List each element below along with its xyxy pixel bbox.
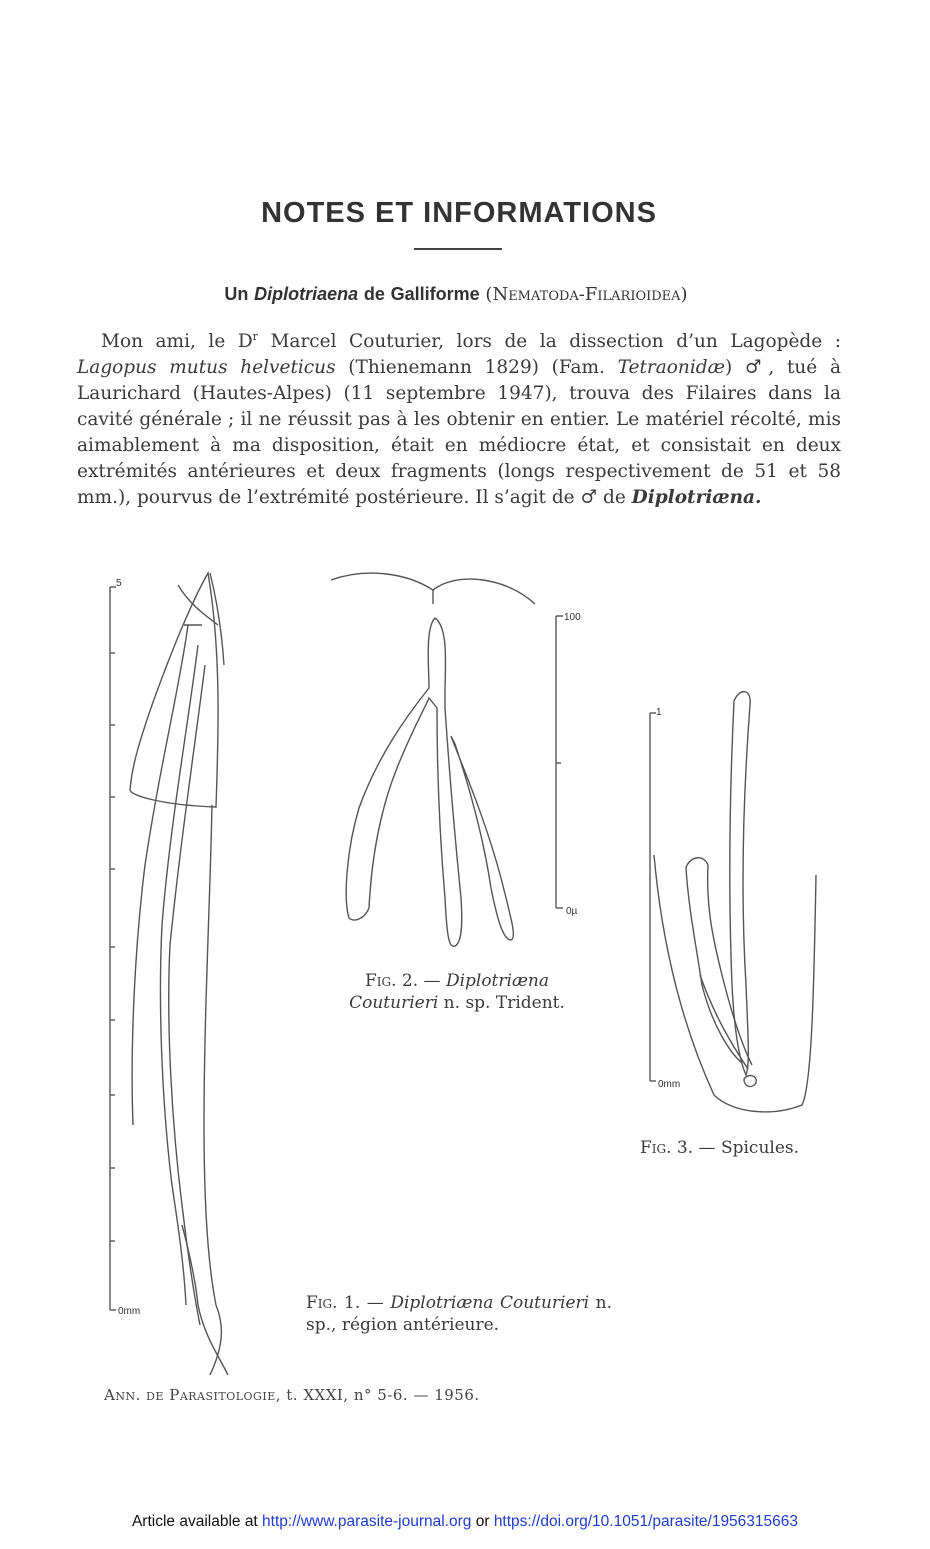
fig1-caption-rest: n. sp., région antérieure. bbox=[306, 1293, 612, 1335]
fig1-caption-dash: — bbox=[360, 1293, 391, 1313]
figure-3-drawing bbox=[642, 685, 832, 1125]
species-name: Lagopus mutus helveticus bbox=[77, 357, 336, 379]
article-title-word1: Un bbox=[224, 284, 249, 304]
footer-middle: or bbox=[471, 1513, 494, 1530]
article-title bbox=[0, 284, 912, 305]
figure-1-drawing bbox=[100, 565, 290, 1375]
title-rule bbox=[414, 248, 502, 250]
fig3-caption-label: Fig. 3. bbox=[640, 1138, 694, 1158]
figure-1-caption bbox=[306, 1292, 612, 1336]
article-title-genus: Diplotriaena bbox=[254, 284, 359, 304]
fig1-scale-bottom: 0mm bbox=[118, 1306, 141, 1317]
fig1-caption-label: Fig. 1. bbox=[306, 1293, 361, 1313]
fig2-caption-rest: n. sp. Trident. bbox=[438, 993, 565, 1013]
fig3-scale-bottom: 0mm bbox=[658, 1079, 681, 1090]
doi-link[interactable]: https://doi.org/10.1051/parasite/1956315663 bbox=[493, 1513, 799, 1530]
figure-3-caption bbox=[640, 1137, 830, 1159]
fig1-scale-top: 5 bbox=[116, 578, 122, 589]
figure-2-drawing bbox=[325, 568, 595, 963]
section-title: NOTES ET INFORMATIONS bbox=[261, 197, 657, 229]
journal-link[interactable]: http://www.parasite-journal.org bbox=[262, 1513, 472, 1530]
body-text-sup: r bbox=[252, 330, 258, 343]
fig1-caption-species: Diplotriæna Couturieri bbox=[390, 1293, 590, 1313]
fig3-scale-top: 1 bbox=[656, 707, 662, 718]
body-paragraph bbox=[77, 324, 841, 511]
fig2-caption-species: Couturieri bbox=[349, 993, 439, 1013]
fig2-caption-dash: — bbox=[418, 971, 446, 991]
journal-volume: , t. XXXI, n° 5-6. — 1956. bbox=[275, 1386, 480, 1404]
journal-name: Ann. de Parasitologie bbox=[104, 1386, 276, 1404]
genus-name: Diplotriæna. bbox=[631, 487, 762, 509]
fig2-scale-top: 100 bbox=[564, 612, 581, 623]
footer bbox=[0, 1513, 930, 1531]
fig2-caption-genus: Diplotriæna bbox=[445, 971, 550, 991]
article-title-taxon: (Nematoda-Filarioidea) bbox=[485, 284, 688, 305]
article-title-word3: Galliforme bbox=[390, 284, 480, 304]
figure-2-caption bbox=[322, 970, 592, 1014]
fig3-caption-rest: — Spicules. bbox=[693, 1138, 800, 1158]
footer-prefix: Article available at bbox=[131, 1513, 263, 1530]
body-text-4: (Thienemann 1829) (Fam. bbox=[335, 357, 618, 379]
body-text-2: Marcel Couturier, lors de la dissection d’un Lagopède : bbox=[257, 331, 841, 353]
journal-reference bbox=[104, 1386, 480, 1404]
body-text-6: ) ♂, tué à Laurichard (Hautes-Alpes) (11 septembre 1947), trouva des Filaires dans la cavité générale ; il ne réussit pas à les obtenir en entier. Le matériel récolté, mis aimablement à ma disposition, était en médiocre état, et consistait en deux extrémités antérieures et deux fragments (longs respectivement de 51 et 58 mm.), pourvus de l’extrémité postérieure. Il s’agit de ♂ de bbox=[77, 357, 841, 509]
family-name: Tetraonidæ bbox=[617, 357, 725, 379]
fig2-scale-bottom: 0µ bbox=[566, 906, 578, 917]
article-title-word2: de bbox=[363, 284, 385, 304]
fig2-caption-label: Fig. 2. bbox=[364, 971, 419, 991]
body-text-1: Mon ami, le D bbox=[101, 331, 253, 353]
